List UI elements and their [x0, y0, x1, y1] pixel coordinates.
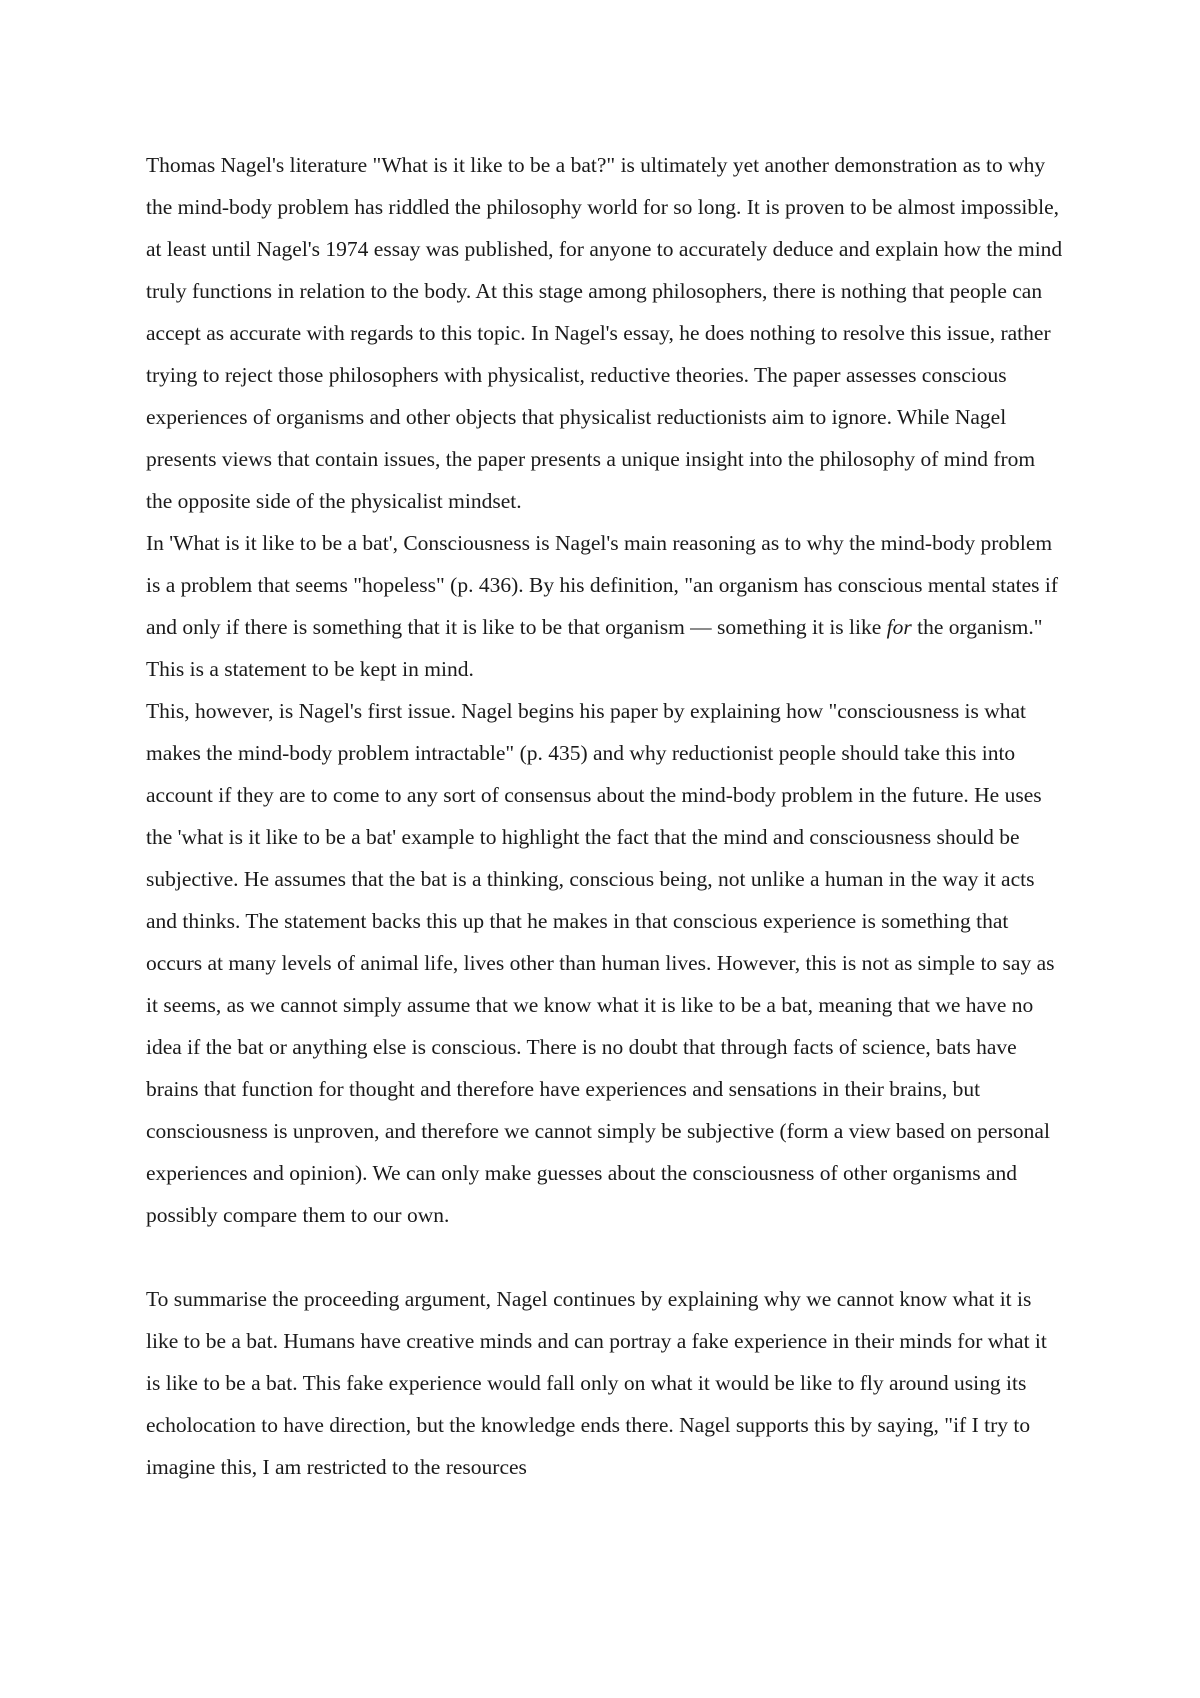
document-body — [146, 144, 1066, 1488]
paragraph-consciousness-italic: for — [886, 615, 912, 639]
paragraph-consciousness-text-a: In 'What is it like to be a bat', Consciousness is Nagel's main reasoning as to why the mind-body problem is a problem that seems "hopeless" (p. 436). By his definition, "an organism has conscious mental states if and only if there is something that it is like to be that organism — something it is like — [146, 531, 1059, 639]
paragraph-summary: To summarise the proceeding argument, Nagel continues by explaining why we cannot know what it is like to be a bat. Humans have creative minds and can portray a fake experience in their minds for what it is like to be a bat. This fake experience would fall only on what it would be like to fly around using its echolocation to have direction, but the knowledge ends there. Nagel supports this by saying, "if I try to imagine this, I am restricted to the resources — [146, 1287, 1047, 1479]
paragraph-intro: Thomas Nagel's literature "What is it like to be a bat?" is ultimately yet another demonstration as to why the mind-body problem has riddled the philosophy world for so long. It is proven to be almost impossible, at least until Nagel's 1974 essay was published, for anyone to accurately deduce and explain how the mind truly functions in relation to the body. At this stage among philosophers, there is nothing that people can accept as accurate with regards to this topic. In Nagel's essay, he does nothing to resolve this issue, rather trying to reject those philosophers with physicalist, reductive theories. The paper assesses conscious experiences of organisms and other objects that physicalist reductionists aim to ignore. While Nagel presents views that contain issues, the paper presents a unique insight into the philosophy of mind from the opposite side of the physicalist mindset. — [146, 153, 1063, 513]
paragraph-consciousness-text-b: the organism." This is a statement to be kept in mind. — [146, 615, 1043, 681]
paragraph-consciousness — [146, 522, 1066, 690]
paragraph-first-issue: This, however, is Nagel's first issue. Nagel begins his paper by explaining how "consciousness is what makes the mind-body problem intractable" (p. 435) and why reductionist people should take this into account if they are to come to any sort of consensus about the mind-body problem in the future. He uses the 'what is it like to be a bat' example to highlight the fact that the mind and consciousness should be subjective. He assumes that the bat is a thinking, conscious being, not unlike a human in the way it acts and thinks. The statement backs this up that he makes in that conscious experience is something that occurs at many levels of animal life, lives other than human lives. However, this is not as simple to say as it seems, as we cannot simply assume that we know what it is like to be a bat, meaning that we have no idea if the bat or anything else is conscious. There is no doubt that through facts of science, bats have brains that function for thought and therefore have experiences and sensations in their brains, but consciousness is unproven, and therefore we cannot simply be subjective (form a view based on personal experiences and opinion). We can only make guesses about the consciousness of other organisms and possibly compare them to our own. — [146, 699, 1055, 1227]
